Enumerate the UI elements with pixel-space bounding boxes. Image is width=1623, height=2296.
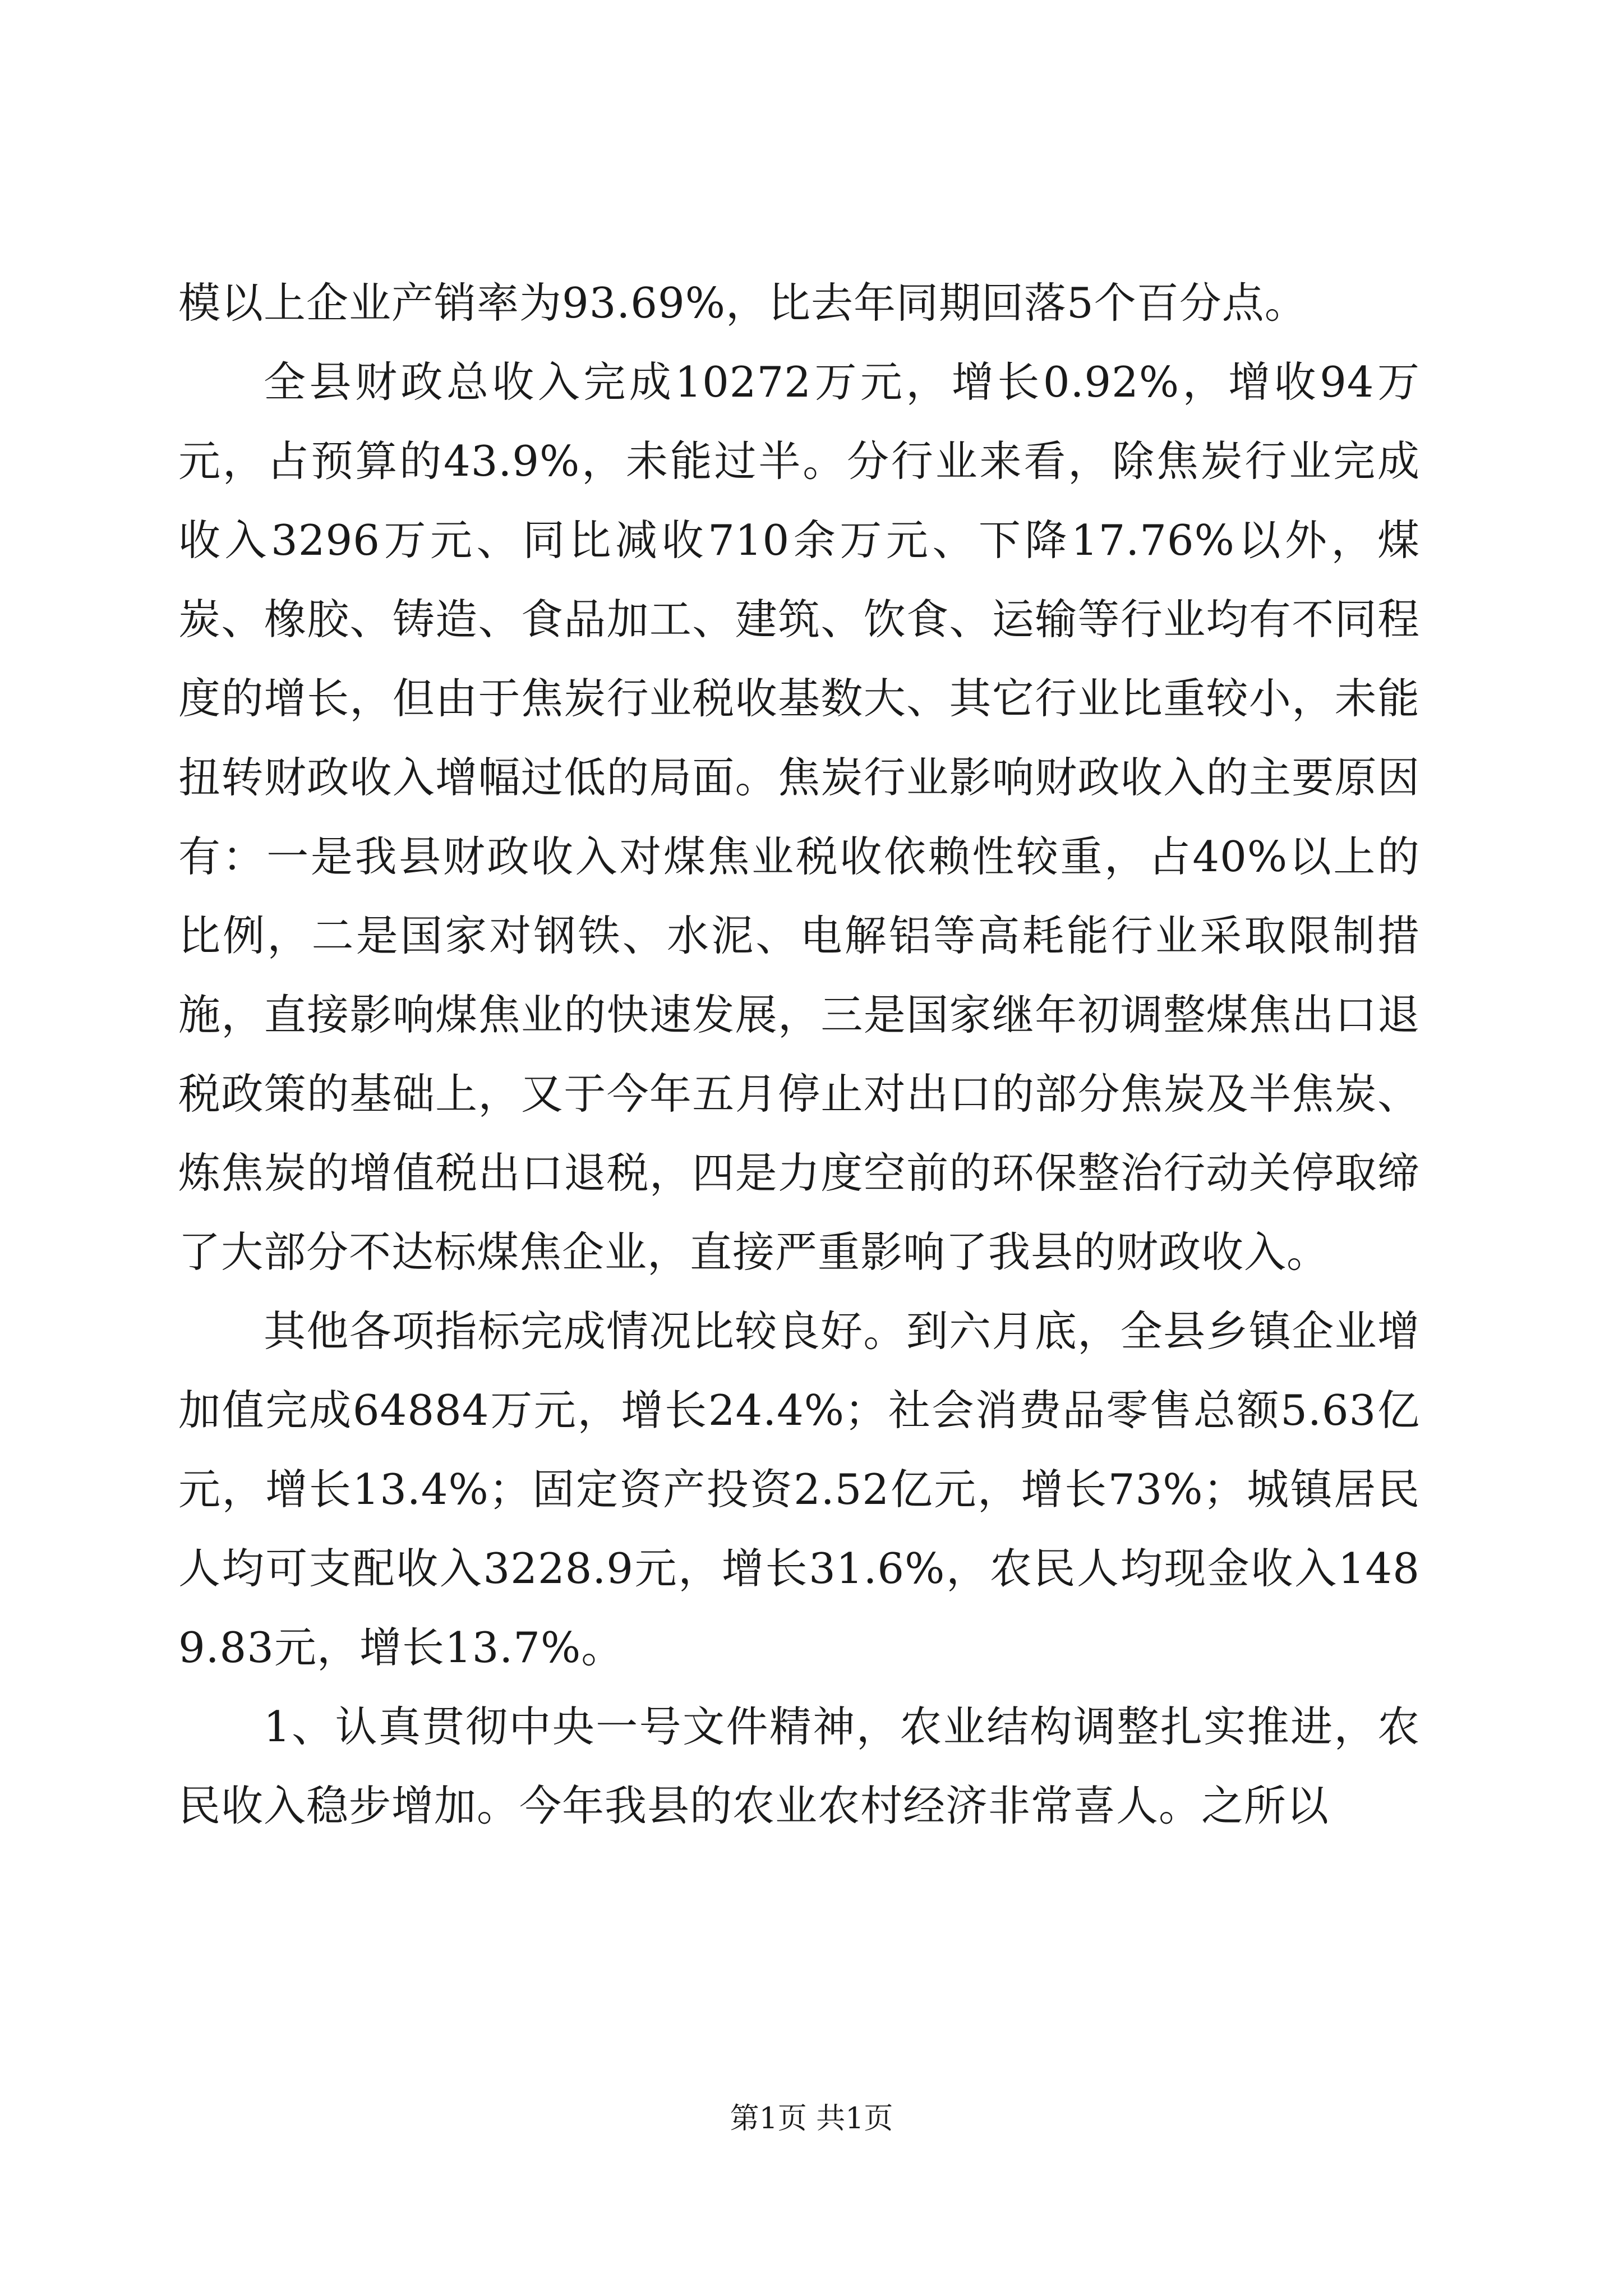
paragraph-agriculture: 1、认真贯彻中央一号文件精神，农业结构调整扎实推进，农民收入稳步增加。今年我县的农业农村经济非常喜人。之所以 [178,1702,1420,1830]
document-body [178,264,1420,1846]
paragraph-continuation: 模以上企业产销率为93.69%，比去年同期回落5个百分点。 [178,278,1307,328]
paragraph-other-indicators: 其他各项指标完成情况比较良好。到六月底，全县乡镇企业增加值完成64884万元，增长24.4%；社会消费品零售总额5.63亿元，增长13.4%；固定资产投资2.52亿元，增长73%；城镇居民人均可支配收入3228.9元，增长31.6%，农民人均现金收入1489.83元，增长13.7%。 [178,1306,1420,1672]
page-number-footer: 第1页 共1页 [730,2102,893,2136]
paragraph-fiscal-revenue: 全县财政总收入完成10272万元，增长0.92%，增收94万元，占预算的43.9%，未能过半。分行业来看，除焦炭行业完成收入3296万元、同比减收710余万元、下降17.76%以外，煤炭、橡胶、铸造、食品加工、建筑、饮食、运输等行业均有不同程度的增长，但由于焦炭行业税收基数大、其它行业比重较小，未能扭转财政收入增幅过低的局面。焦炭行业影响财政收入的主要原因有：一是我县财政收入对煤焦业税收依赖性较重，占40%以上的比例，二是国家对钢铁、水泥、电解铝等高耗能行业采取限制措施，直接影响煤焦业的快速发展，三是国家继年初调整煤焦出口退税政策的基础上，又于今年五月停止对出口的部分焦炭及半焦炭、炼焦炭的增值税出口退税，四是力度空前的环保整治行动关停取缔了大部分不达标煤焦企业，直接严重影响了我县的财政收入。 [178,357,1420,1277]
